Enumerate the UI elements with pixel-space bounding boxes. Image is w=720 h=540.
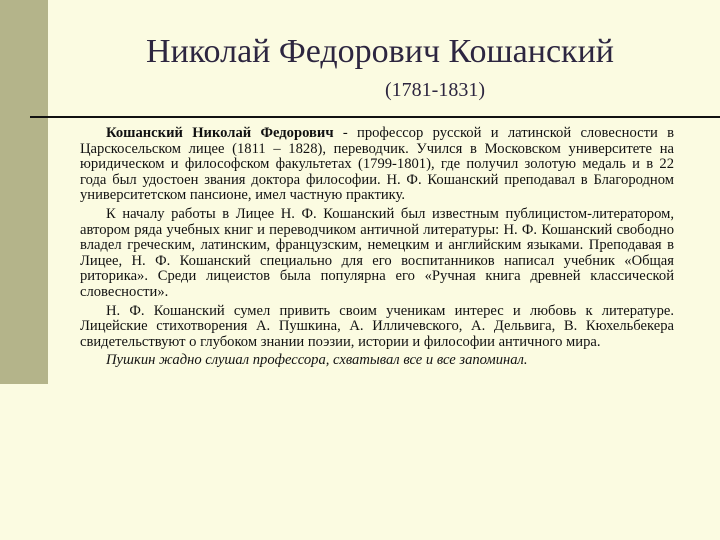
paragraph-students: Н. Ф. Кошанский сумел привить своим ученикам интерес и любовь к литературе. Лицейские стихотворения А. Пушкина, А. Илличевского, А. Дельвига, В. Кюхельбекера свидетельствуют о глубоком знании поэзии, истории и философии античного мира. — [80, 302, 674, 350]
paragraph-pushkin-quote: Пушкин жадно слушал профессора, схватывал все и все запоминал. — [106, 352, 528, 369]
slide-years: (1781-1831) — [385, 79, 485, 101]
slide-title: Николай Федорович Кошанский — [146, 33, 614, 70]
paragraph-career: К началу работы в Лицее Н. Ф. Кошанский был известным публицистом-литератором, автором ряда учебных книг и переводчиком античной литературы: Н. Ф. Кошанский свободно владел греческим, латинским, французским, немецким и английским языками. Преподавая в Лицее, Н. Ф. Кошанский специально для его воспитанников написал учебник «Общая риторика». Среди лицеистов была популярна его «Ручная книга древней классической словесности». — [80, 205, 674, 300]
title-divider-line — [30, 116, 720, 118]
paragraph-intro — [80, 126, 674, 204]
slide-body — [80, 126, 674, 372]
person-name: Кошанский Николай Федорович — [106, 125, 334, 141]
left-accent-bar — [0, 0, 48, 384]
intro-text: - профессор русской и латинской словесности в Царскосельском лицее (1811 – 1828), переводчик. Учился в Московском университете на юридическом и философском факультетах (1799-1801), где получил золотую медаль и в 22 года был удостоен звания доктора философии. Н. Ф. Кошанский преподавал в Благородном университетском пансионе, имел частную практику. — [80, 125, 674, 204]
